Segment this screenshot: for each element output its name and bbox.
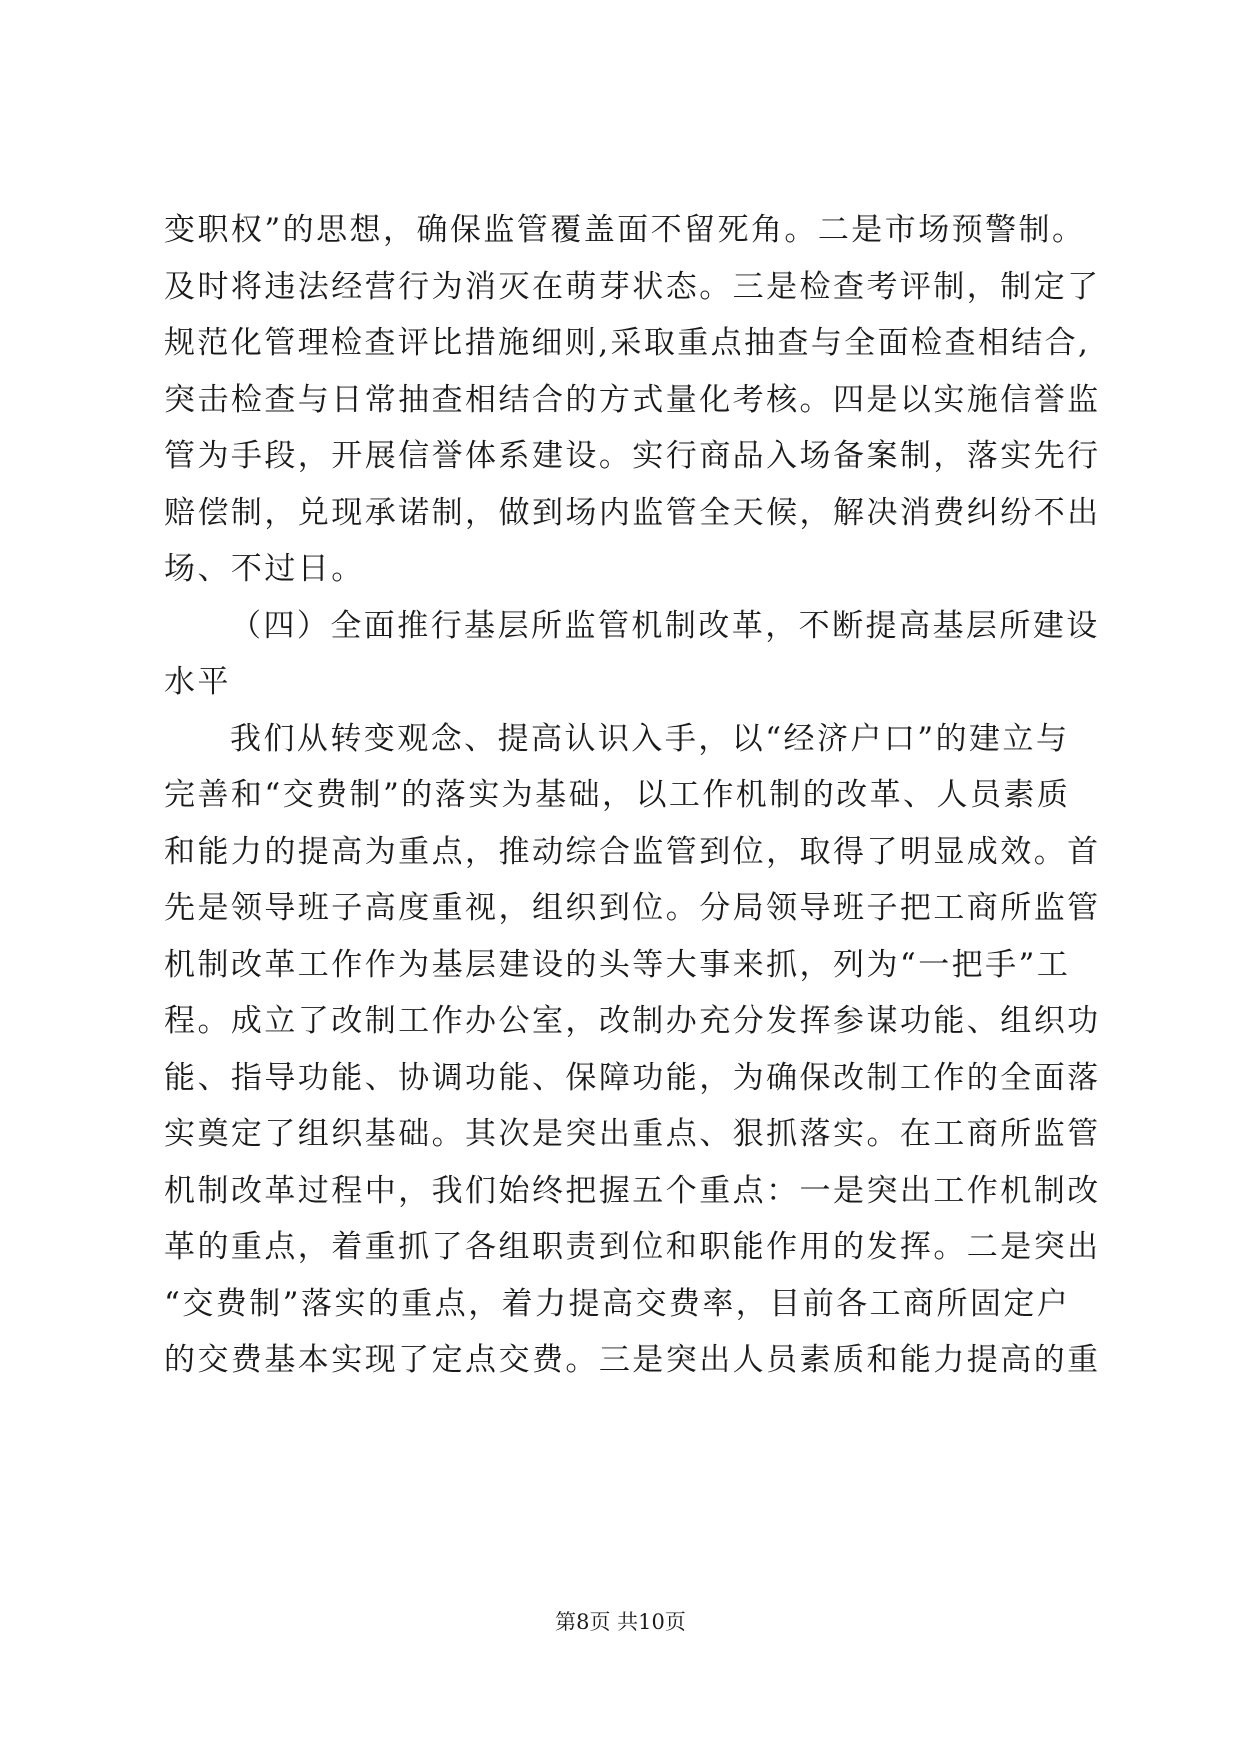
text-line: 机制改革工作作为基层建设的头等大事来抓，列为“一把手”工 — [164, 947, 1071, 983]
text-line: 突击检查与日常抽查相结合的方式量化考核。四是以实施信誉监 — [164, 382, 1101, 418]
text-line: 管为手段，开展信誉体系建设。实行商品入场备案制，落实先行 — [164, 438, 1101, 474]
text-line: 的交费基本实现了定点交费。三是突出人员素质和能力提高的重 — [164, 1342, 1101, 1378]
text-line: 变职权”的思想，确保监管覆盖面不留死角。二是市场预警制。 — [164, 212, 1086, 248]
text-line: 完善和“交费制”的落实为基础，以工作机制的改革、人员素质 — [164, 777, 1071, 813]
page-footer — [0, 1608, 1241, 1636]
text-line: 和能力的提高为重点，推动综合监管到位，取得了明显成效。首 — [164, 834, 1101, 870]
text-line: 能、指导功能、协调功能、保障功能，为确保改制工作的全面落 — [164, 1060, 1101, 1096]
text-line: 先是领导班子高度重视，组织到位。分局领导班子把工商所监管 — [164, 890, 1101, 926]
section-heading-continued: 水平 — [164, 664, 231, 700]
text-line: 实奠定了组织基础。其次是突出重点、狠抓落实。在工商所监管 — [164, 1116, 1101, 1152]
text-line: 我们从转变观念、提高认识入手，以“经济户口”的建立与 — [230, 721, 1070, 757]
text-line: 革的重点，着重抓了各组职责到位和职能作用的发挥。二是突出 — [164, 1229, 1101, 1265]
text-line: 场、不过日。 — [164, 551, 365, 587]
text-line: 程。成立了改制工作办公室，改制办充分发挥参谋功能、组织功 — [164, 1003, 1101, 1039]
text-line: 及时将违法经营行为消灭在萌芽状态。三是检查考评制，制定了 — [164, 269, 1101, 305]
text-line: 赔偿制，兑现承诺制，做到场内监管全天候，解决消费纠纷不出 — [164, 495, 1101, 531]
section-heading: （四）全面推行基层所监管机制改革，不断提高基层所建设 — [230, 608, 1100, 644]
text-line: 机制改革过程中，我们始终把握五个重点：一是突出工作机制改 — [164, 1173, 1101, 1209]
text-line: 规范化管理检查评比措施细则,采取重点抽查与全面检查相结合, — [164, 325, 1091, 361]
text-line: “交费制”落实的重点，着力提高交费率，目前各工商所固定户 — [164, 1286, 1071, 1322]
page-number-indicator: 第8页 共10页 — [555, 1610, 686, 1634]
